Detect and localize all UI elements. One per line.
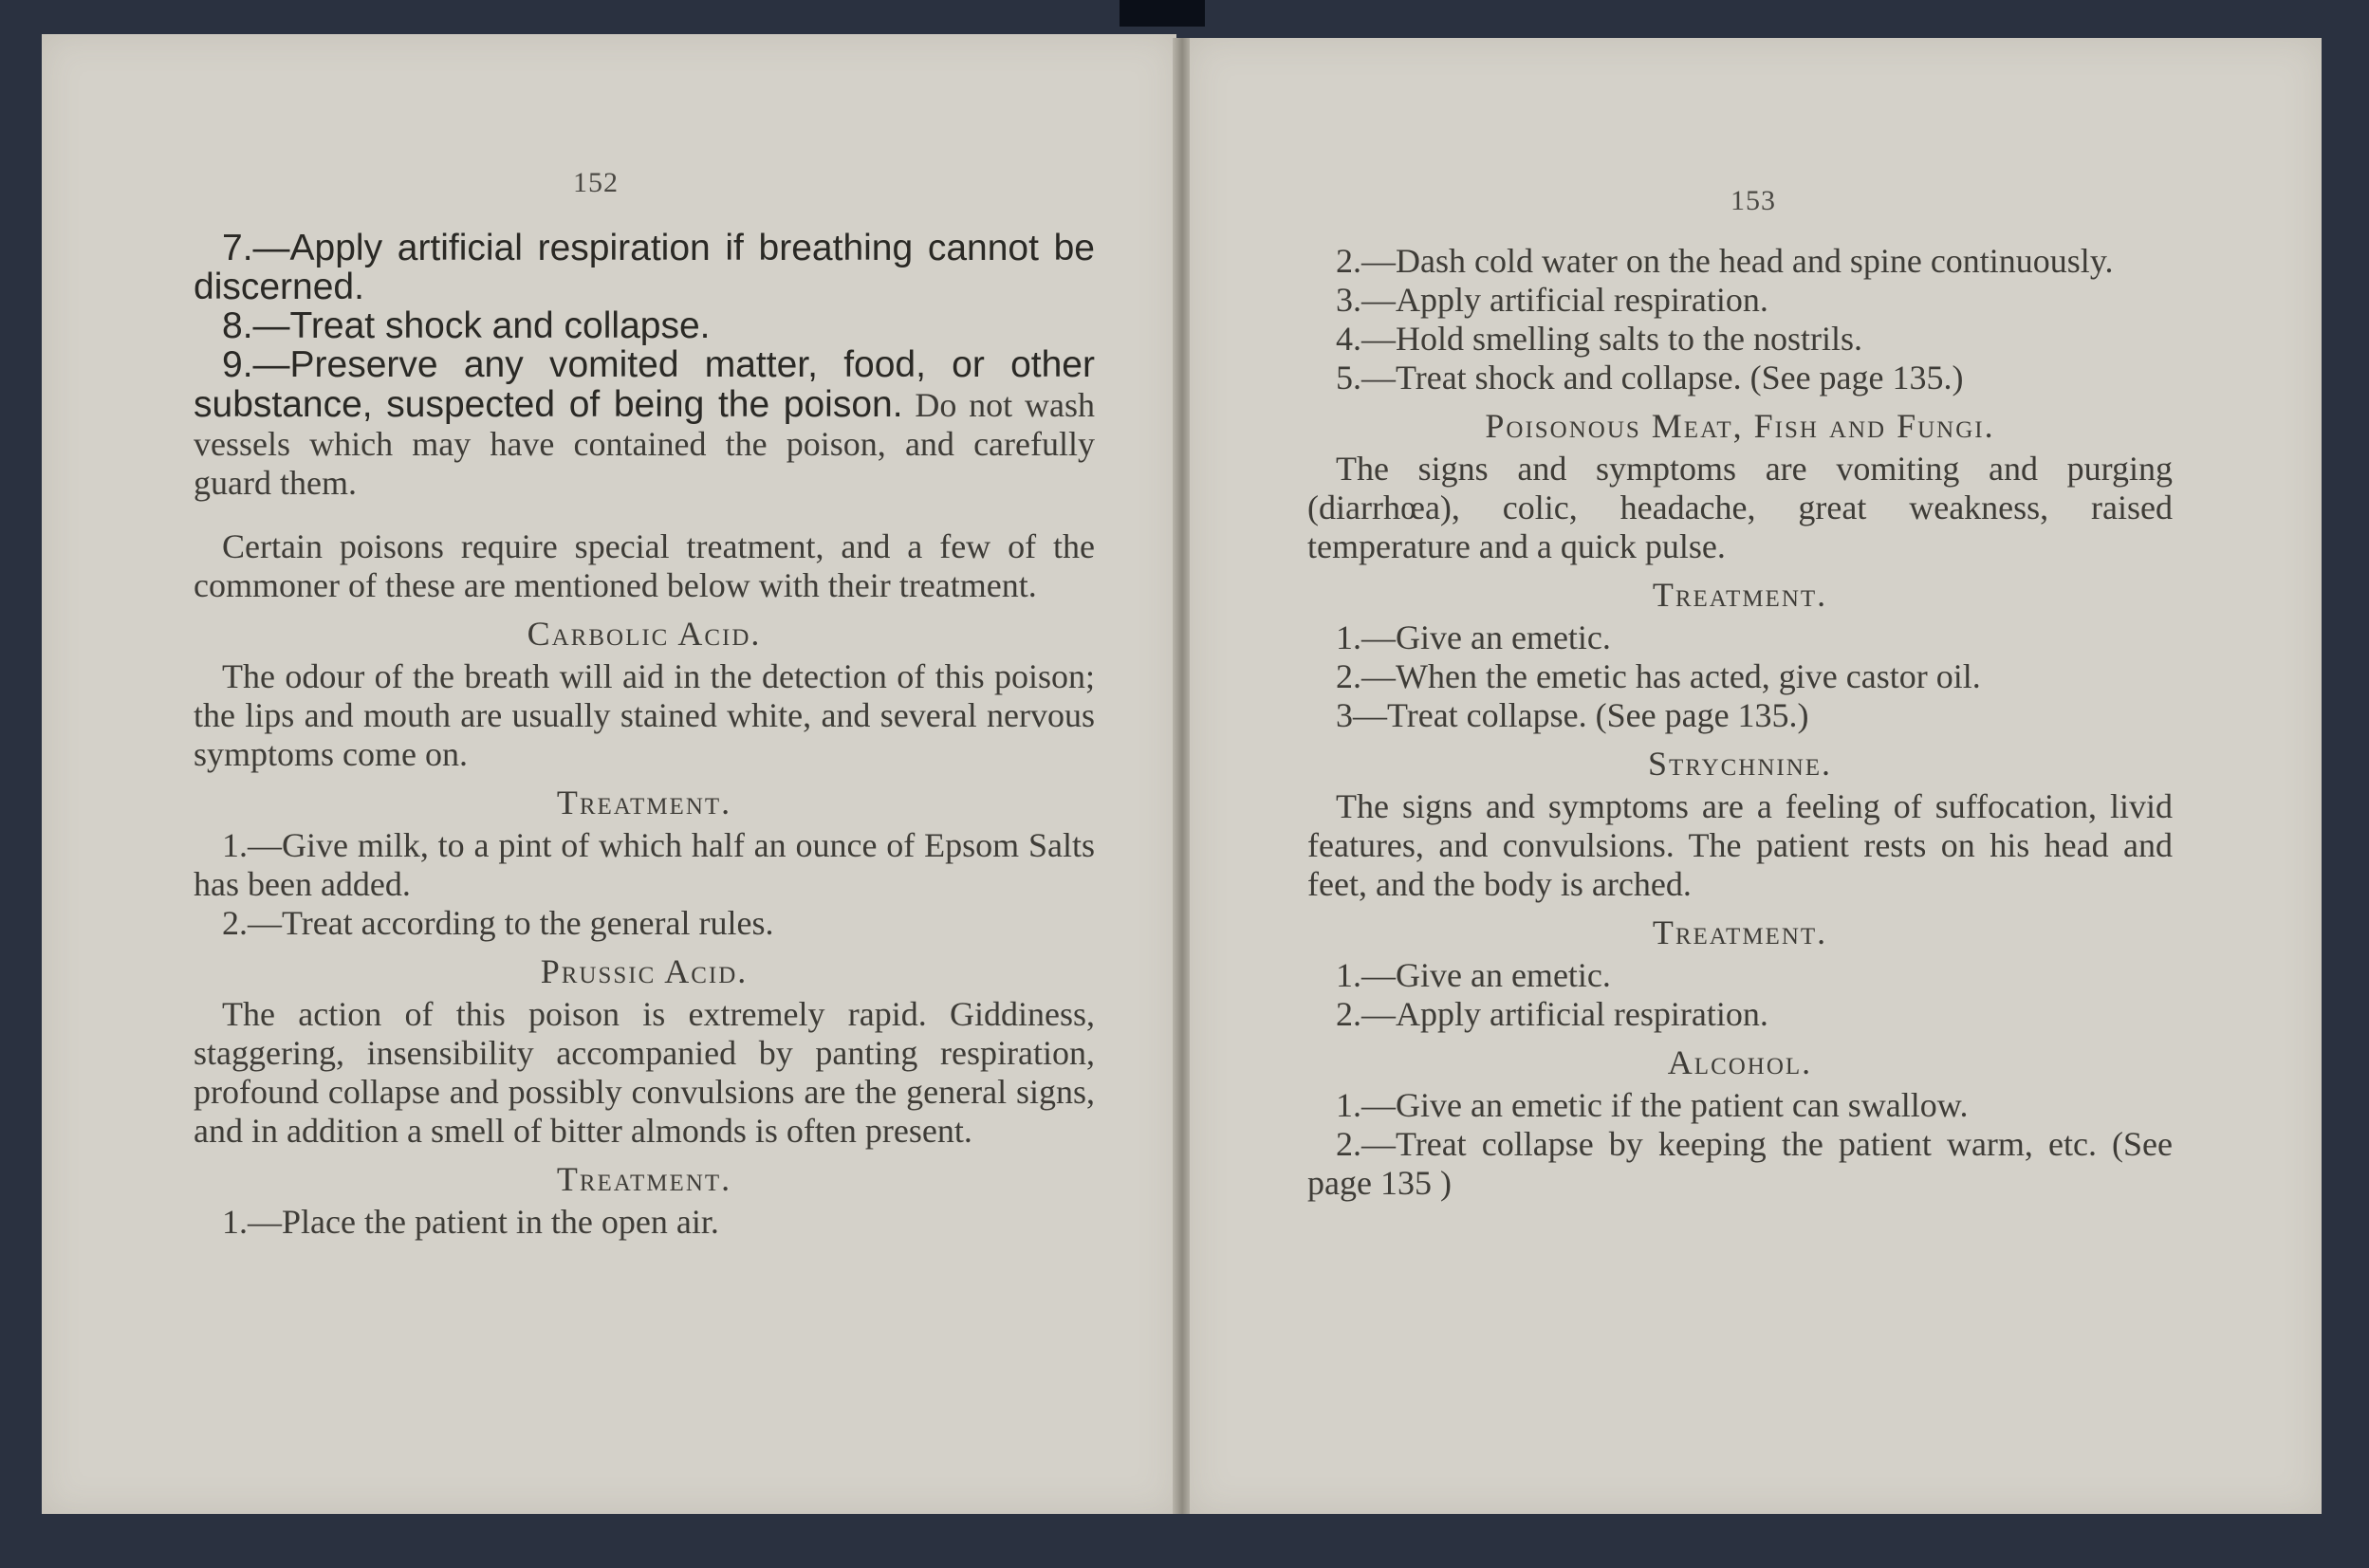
meat-step-2: 2.—When the emetic has acted, give castor oil. xyxy=(1336,657,1981,695)
carbolic-description: The odour of the breath will aid in the detection of this poison; the lips and mouth are usually stained white, and several nervous symptoms come on. xyxy=(194,657,1095,773)
step-7: 7.—Apply artificial respiration if breathing cannot be discerned. xyxy=(194,228,1095,307)
heading-alcohol: Alcohol. xyxy=(1667,1043,1813,1081)
prussic-step-2: 2.—Dash cold water on the head and spine continuously. xyxy=(1336,242,2114,280)
carbolic-step-1: 1.—Give milk, to a pint of which half an ounce of Epsom Salts has been added. xyxy=(194,826,1095,903)
strychnine-step-2: 2.—Apply artificial respiration. xyxy=(1336,995,1768,1033)
strychnine-step-1: 1.—Give an emetic. xyxy=(1336,956,1611,994)
prussic-step-4: 4.—Hold smelling salts to the nostrils. xyxy=(1336,320,1862,358)
heading-treatment: Treatment. xyxy=(1652,576,1828,614)
meat-description: The signs and symptoms are vomiting and purging (diarrhœa), colic, headache, great weakness, raised temperature and a quick pulse. xyxy=(1307,450,2173,565)
intro-paragraph: Certain poisons require special treatment, and a few of the commoner of these are mentioned below with their treatment. xyxy=(194,527,1095,604)
step-8: 8.—Treat shock and collapse. xyxy=(222,305,711,346)
heading-poisonous-meat: Poisonous Meat, Fish and Fungi. xyxy=(1485,407,1995,445)
meat-step-1: 1.—Give an emetic. xyxy=(1336,618,1611,656)
heading-treatment: Treatment. xyxy=(556,1160,732,1198)
spacer xyxy=(194,503,1095,527)
prussic-step-3: 3.—Apply artificial respiration. xyxy=(1336,281,1768,319)
page-number-right: 153 xyxy=(1730,185,1776,216)
alcohol-step-2: 2.—Treat collapse by keeping the patient warm, etc. (See page 135 ) xyxy=(1307,1125,2173,1202)
alcohol-step-1: 1.—Give an emetic if the patient can swallow. xyxy=(1336,1086,1969,1124)
right-page-text xyxy=(1307,242,2173,1203)
step-9 xyxy=(194,345,1095,503)
left-page xyxy=(42,34,1176,1514)
step-9-bold: 9.—Preserve any vomited matter, food, or other substance, suspected of being the poison. xyxy=(194,344,1095,425)
meat-step-3: 3—Treat collapse. (See page 135.) xyxy=(1336,696,1809,734)
step-9-continuation: Do not wash vessels which may have contained the poison, and carefully guard them. xyxy=(194,386,1095,502)
prussic-step-5: 5.—Treat shock and collapse. (See page 135.) xyxy=(1336,359,1964,397)
prussic-step-1: 1.—Place the patient in the open air. xyxy=(222,1203,719,1241)
strychnine-description: The signs and symptoms are a feeling of suffocation, livid features, and convulsions. The patient rests on his head and feet, and the body is arched. xyxy=(1307,787,2173,903)
prussic-description: The action of this poison is extremely rapid. Giddiness, staggering, insensibility accompanied by panting respiration, profound collapse and possibly convulsions are the general signs, and in addition a smell of bitter almonds is often present. xyxy=(194,995,1095,1150)
page-number-left: 152 xyxy=(573,167,619,198)
heading-strychnine: Strychnine. xyxy=(1647,745,1833,783)
left-page-text xyxy=(194,229,1095,1242)
heading-treatment: Treatment. xyxy=(1652,913,1828,951)
right-page xyxy=(1190,38,2322,1514)
heading-treatment: Treatment. xyxy=(556,784,732,821)
book-gutter xyxy=(1173,38,1192,1514)
heading-carbolic-acid: Carbolic Acid. xyxy=(527,615,762,653)
spine-shadow xyxy=(1120,0,1205,27)
carbolic-step-2: 2.—Treat according to the general rules. xyxy=(222,904,774,942)
heading-prussic-acid: Prussic Acid. xyxy=(540,952,749,990)
